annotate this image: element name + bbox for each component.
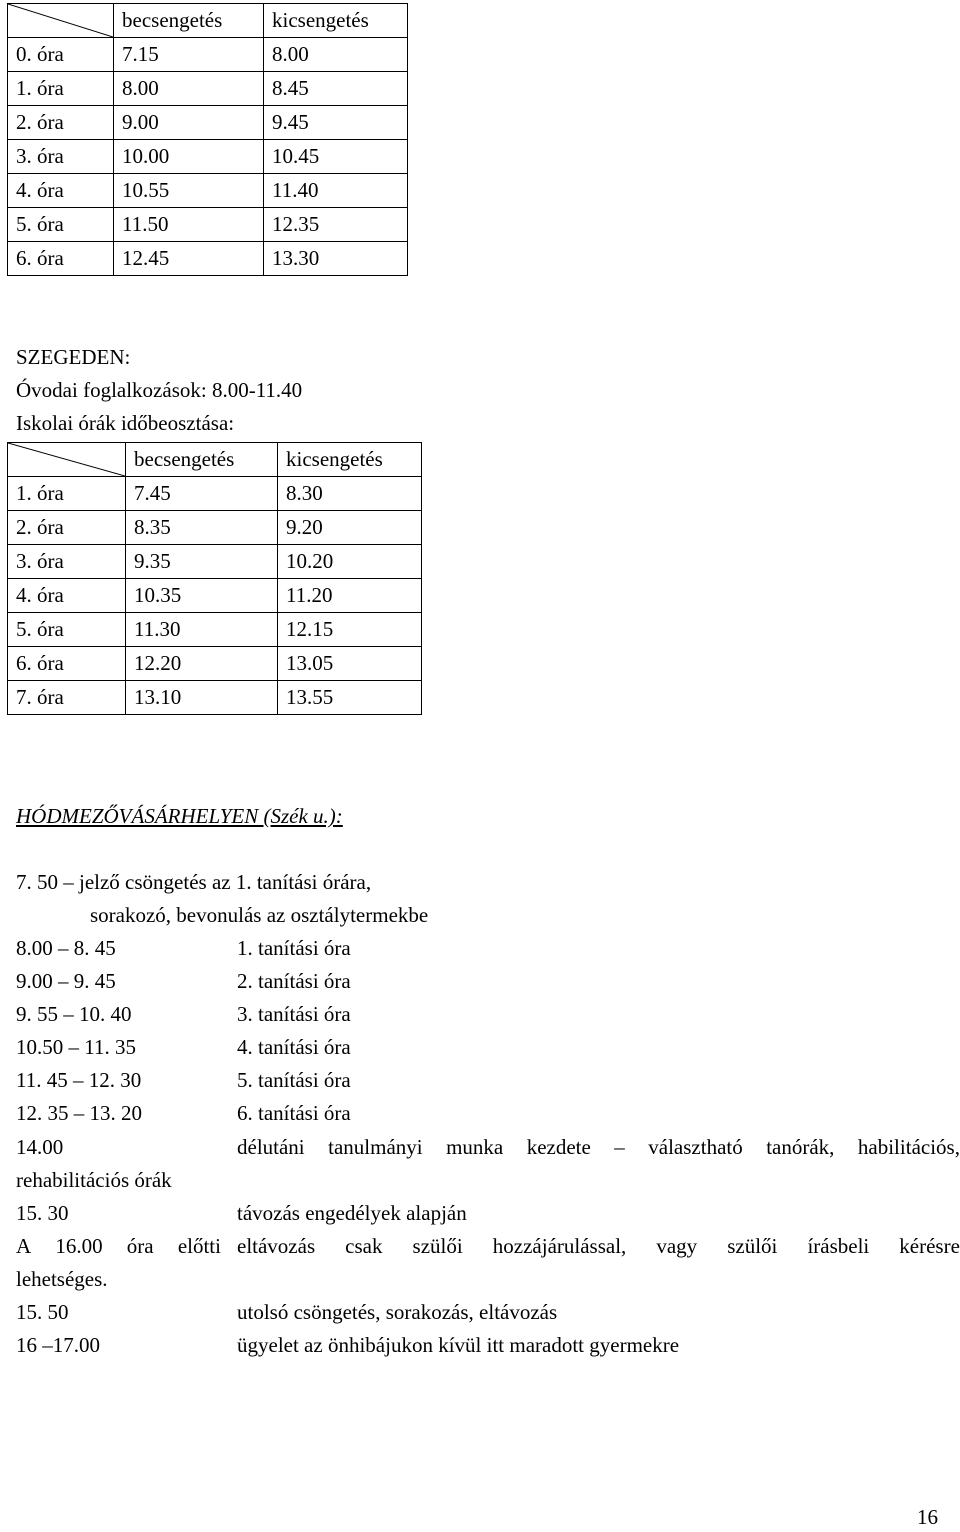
end-time: 13.55 bbox=[278, 681, 422, 715]
schedule-time: 9. 55 – 10. 40 bbox=[16, 1002, 132, 1026]
care-description: ügyelet az önhibájukon kívül itt maradott gyermekre bbox=[237, 1333, 680, 1357]
start-time: 9.35 bbox=[126, 545, 278, 579]
before-continuation: lehetséges. bbox=[16, 1267, 108, 1291]
afternoon-description bbox=[237, 1131, 960, 1164]
lesson-label: 4. óra bbox=[8, 174, 114, 208]
end-time: 13.30 bbox=[264, 242, 408, 276]
table-row bbox=[8, 681, 422, 715]
leave-description: távozás engedélyek alapján bbox=[237, 1201, 467, 1225]
end-time: 9.20 bbox=[278, 511, 422, 545]
hodmezo-title: HÓDMEZŐVÁSÁRHELYEN (Szék u.): bbox=[16, 804, 343, 828]
end-time: 8.45 bbox=[264, 72, 408, 106]
column-header-becsengetes: becsengetés bbox=[114, 4, 264, 38]
word: 16.00 bbox=[55, 1234, 103, 1258]
word: hozzájárulással, bbox=[492, 1234, 627, 1258]
before-description bbox=[237, 1230, 960, 1263]
lesson-label: 6. óra bbox=[8, 647, 126, 681]
start-time: 7.45 bbox=[126, 477, 278, 511]
end-time: 9.45 bbox=[264, 106, 408, 140]
word: munka bbox=[446, 1135, 504, 1159]
schedule-description: 5. tanítási óra bbox=[237, 1068, 351, 1092]
bell-schedule-table-1 bbox=[7, 3, 408, 276]
last-bell-description: utolsó csöngetés, sorakozás, eltávozás bbox=[237, 1300, 558, 1324]
column-header-kicsengetes: kicsengetés bbox=[264, 4, 408, 38]
table-row bbox=[8, 477, 422, 511]
table-row bbox=[8, 72, 408, 106]
start-time: 12.20 bbox=[126, 647, 278, 681]
afternoon-continuation: rehabilitációs órák bbox=[16, 1168, 172, 1192]
word: szülői bbox=[412, 1234, 463, 1258]
lesson-label: 7. óra bbox=[8, 681, 126, 715]
schedule-description: 3. tanítási óra bbox=[237, 1002, 351, 1026]
table-header-row bbox=[8, 443, 422, 477]
end-time: 10.20 bbox=[278, 545, 422, 579]
table-row bbox=[8, 647, 422, 681]
table-row bbox=[8, 208, 408, 242]
word: tanórák, bbox=[766, 1135, 835, 1159]
word: vagy bbox=[656, 1234, 698, 1258]
page-number: 16 bbox=[917, 1505, 938, 1529]
word: – bbox=[614, 1135, 625, 1159]
end-time: 8.30 bbox=[278, 477, 422, 511]
lesson-label: 2. óra bbox=[8, 106, 114, 140]
start-time: 8.35 bbox=[126, 511, 278, 545]
schedule-description: 1. tanítási óra bbox=[237, 936, 351, 960]
start-time: 10.35 bbox=[126, 579, 278, 613]
start-time: 10.00 bbox=[114, 140, 264, 174]
ovodai-foglalkozasok: Óvodai foglalkozások: 8.00-11.40 bbox=[16, 378, 303, 402]
column-header-kicsengetes: kicsengetés bbox=[278, 443, 422, 477]
schedule-description: 6. tanítási óra bbox=[237, 1101, 351, 1125]
word: habilitációs, bbox=[857, 1135, 960, 1159]
word: kezdete bbox=[526, 1135, 591, 1159]
word: óra bbox=[126, 1234, 154, 1258]
column-header-becsengetes: becsengetés bbox=[126, 443, 278, 477]
table-row bbox=[8, 140, 408, 174]
table-row bbox=[8, 545, 422, 579]
lesson-label: 3. óra bbox=[8, 545, 126, 579]
lesson-label: 4. óra bbox=[8, 579, 126, 613]
table-row bbox=[8, 174, 408, 208]
word: írásbeli bbox=[807, 1234, 870, 1258]
end-time: 12.15 bbox=[278, 613, 422, 647]
word: választható bbox=[648, 1135, 743, 1159]
word: kérésre bbox=[899, 1234, 960, 1258]
word: csak bbox=[345, 1234, 383, 1258]
diagonal-header-cell bbox=[8, 4, 114, 38]
table-row bbox=[8, 242, 408, 276]
lesson-label: 2. óra bbox=[8, 511, 126, 545]
word: A bbox=[16, 1234, 32, 1258]
schedule-time: 11. 45 – 12. 30 bbox=[16, 1068, 142, 1092]
start-time: 11.50 bbox=[114, 208, 264, 242]
intro-line-2: sorakozó, bevonulás az osztálytermekbe bbox=[90, 903, 429, 927]
start-time: 12.45 bbox=[114, 242, 264, 276]
table-header-row bbox=[8, 4, 408, 38]
end-time: 11.40 bbox=[264, 174, 408, 208]
lesson-label: 1. óra bbox=[8, 72, 114, 106]
lesson-label: 1. óra bbox=[8, 477, 126, 511]
start-time: 9.00 bbox=[114, 106, 264, 140]
lesson-label: 5. óra bbox=[8, 613, 126, 647]
lesson-label: 0. óra bbox=[8, 38, 114, 72]
schedule-time: 10.50 – 11. 35 bbox=[16, 1035, 136, 1059]
schedule-time: 12. 35 – 13. 20 bbox=[16, 1101, 142, 1125]
end-time: 11.20 bbox=[278, 579, 422, 613]
schedule-time: 9.00 – 9. 45 bbox=[16, 969, 116, 993]
table-row bbox=[8, 38, 408, 72]
end-time: 10.45 bbox=[264, 140, 408, 174]
start-time: 7.15 bbox=[114, 38, 264, 72]
diagonal-header-cell bbox=[8, 443, 126, 477]
schedule-time: 8.00 – 8. 45 bbox=[16, 936, 116, 960]
care-time: 16 –17.00 bbox=[16, 1333, 100, 1357]
start-time: 13.10 bbox=[126, 681, 278, 715]
szeged-title: SZEGEDEN: bbox=[16, 345, 131, 369]
table-row bbox=[8, 613, 422, 647]
schedule-description: 2. tanítási óra bbox=[237, 969, 351, 993]
intro-line-1: 7. 50 – jelző csöngetés az 1. tanítási órára, bbox=[16, 870, 372, 894]
start-time: 10.55 bbox=[114, 174, 264, 208]
lesson-label: 3. óra bbox=[8, 140, 114, 174]
last-bell-time: 15. 50 bbox=[16, 1300, 69, 1324]
word: előtti bbox=[177, 1234, 221, 1258]
leave-time: 15. 30 bbox=[16, 1201, 69, 1225]
word: szülői bbox=[727, 1234, 778, 1258]
schedule-description: 4. tanítási óra bbox=[237, 1035, 351, 1059]
lesson-label: 5. óra bbox=[8, 208, 114, 242]
table-row bbox=[8, 511, 422, 545]
start-time: 8.00 bbox=[114, 72, 264, 106]
before-time-label bbox=[16, 1230, 221, 1263]
table-row bbox=[8, 579, 422, 613]
word: eltávozás bbox=[237, 1234, 316, 1258]
table-row bbox=[8, 106, 408, 140]
word: délutáni bbox=[237, 1135, 305, 1159]
bell-schedule-table-2 bbox=[7, 442, 422, 715]
end-time: 13.05 bbox=[278, 647, 422, 681]
lesson-label: 6. óra bbox=[8, 242, 114, 276]
end-time: 8.00 bbox=[264, 38, 408, 72]
start-time: 11.30 bbox=[126, 613, 278, 647]
end-time: 12.35 bbox=[264, 208, 408, 242]
word: tanulmányi bbox=[328, 1135, 423, 1159]
iskolai-orak-label: Iskolai órák időbeosztása: bbox=[16, 411, 235, 435]
afternoon-time: 14.00 bbox=[16, 1135, 64, 1159]
